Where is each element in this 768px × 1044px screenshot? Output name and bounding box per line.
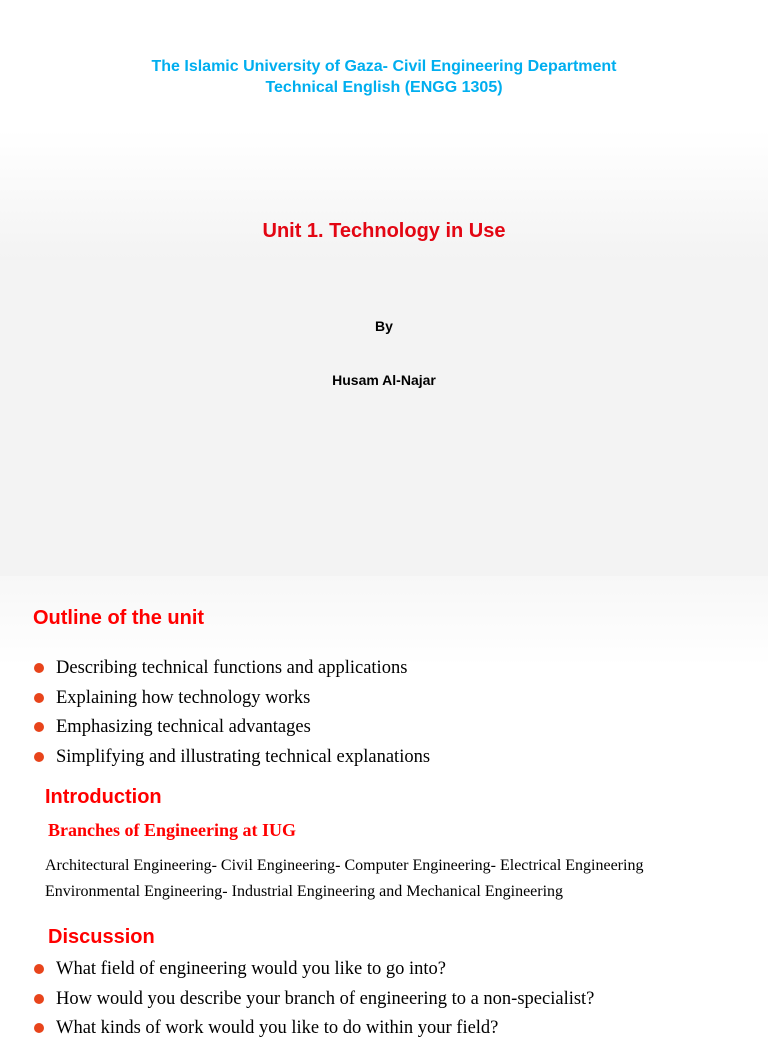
bullet-icon: [34, 994, 44, 1004]
bullet-icon: [34, 1023, 44, 1033]
introduction-title: Introduction: [45, 786, 162, 808]
bullet-icon: [34, 722, 44, 732]
list-item: What field of engineering would you like to go into?: [34, 955, 594, 985]
by-label: By: [375, 318, 393, 334]
list-item: Emphasizing technical advantages: [34, 713, 430, 743]
outline-list: [34, 654, 430, 772]
header-university: The Islamic University of Gaza- Civil Engineering Department: [151, 58, 617, 75]
unit-title: Unit 1. Technology in Use: [262, 220, 506, 242]
bullet-icon: [34, 964, 44, 974]
branches-line-1: Architectural Engineering- Civil Engineering- Computer Engineering- Electrical Engineering: [45, 857, 644, 874]
list-item: How would you describe your branch of engineering to a non-specialist?: [34, 985, 594, 1015]
author-name: Husam Al-Najar: [332, 372, 436, 388]
bullet-icon: [34, 752, 44, 762]
list-item: What kinds of work would you like to do within your field?: [34, 1014, 594, 1044]
outline-slide: [0, 576, 768, 1038]
bullet-icon: [34, 693, 44, 703]
branches-title: Branches of Engineering at IUG: [48, 820, 297, 840]
bullet-icon: [34, 663, 44, 673]
list-item: Simplifying and illustrating technical explanations: [34, 743, 430, 773]
branches-line-2: Environmental Engineering- Industrial Engineering and Mechanical Engineering: [45, 883, 564, 900]
discussion-title: Discussion: [48, 926, 155, 948]
list-item: Describing technical functions and applications: [34, 654, 430, 684]
discussion-list: [34, 955, 594, 1044]
outline-title: Outline of the unit: [33, 607, 205, 629]
header-course: Technical English (ENGG 1305): [265, 79, 503, 96]
list-item: Explaining how technology works: [34, 684, 430, 714]
